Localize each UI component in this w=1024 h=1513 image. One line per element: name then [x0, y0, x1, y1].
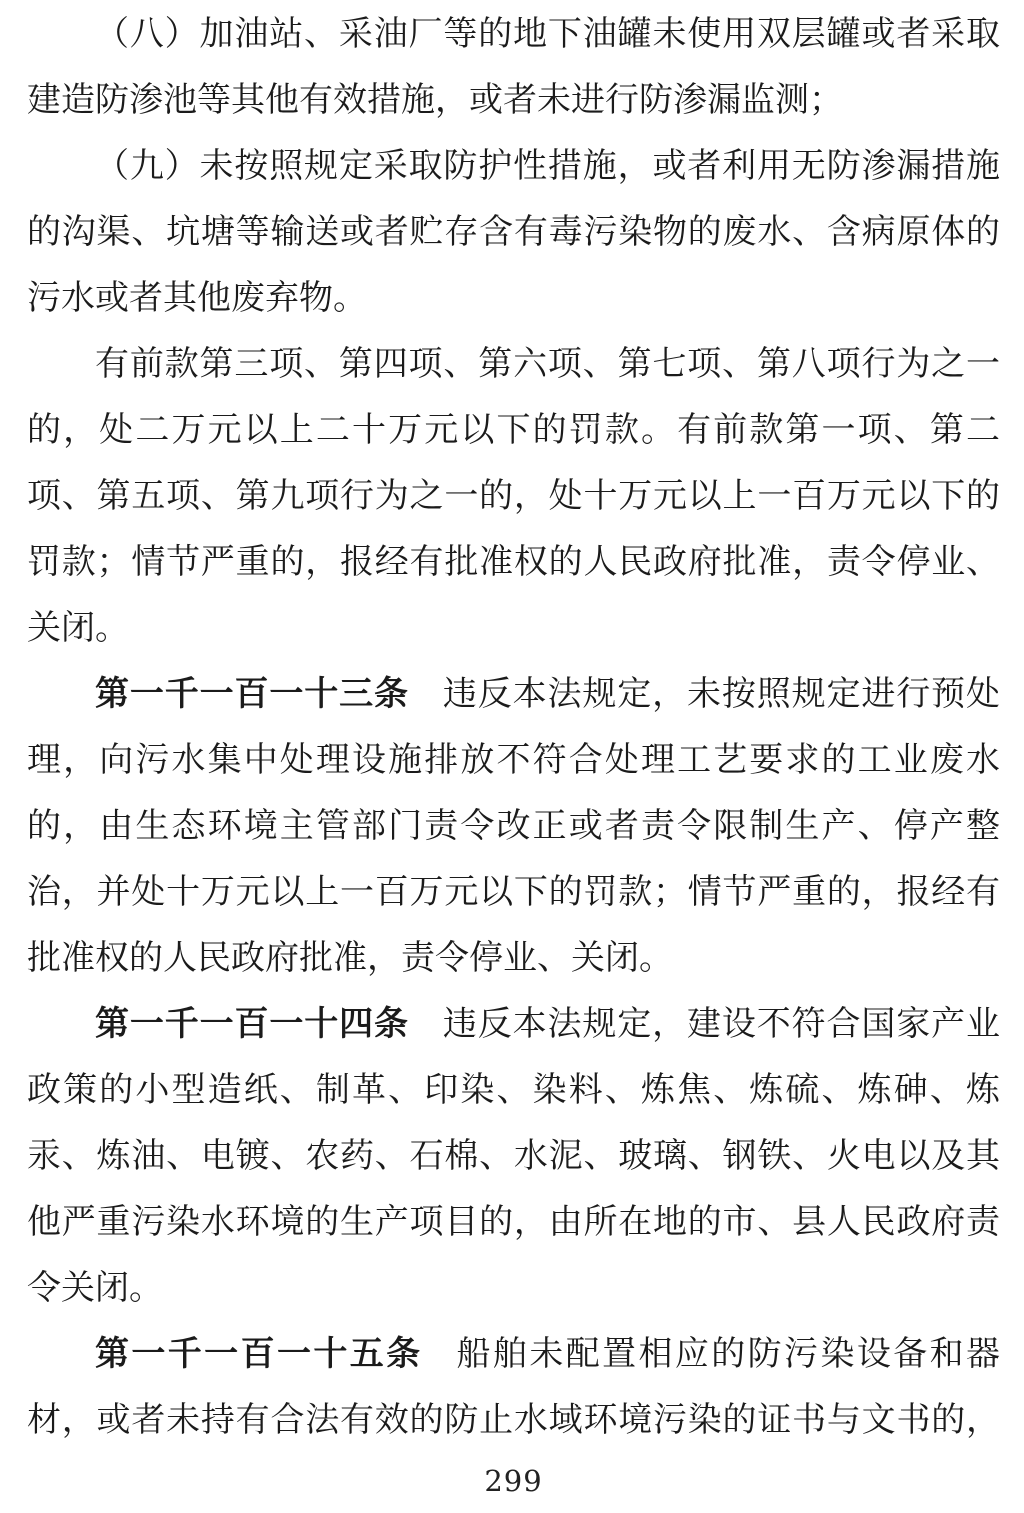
text-line: 的，处二万元以上二十万元以下的罚款。有前款第一项、第二 — [27, 410, 1000, 450]
text-line: 批准权的人民政府批准，责令停业、关闭。 — [27, 938, 673, 978]
text-line: 令关闭。 — [27, 1268, 163, 1308]
text-line: 关闭。 — [27, 608, 129, 648]
line-text: 违反本法规定，建设不符合国家产业 — [442, 1004, 1000, 1044]
text-line: 建造防渗池等其他有效措施，或者未进行防渗漏监测； — [27, 80, 843, 120]
article-number: 第一千一百一十四条 — [95, 1004, 409, 1044]
text-line: 有前款第三项、第四项、第六项、第七项、第八项行为之一 — [95, 344, 1000, 384]
document-page — [27, 0, 1000, 1509]
text-line: 汞、炼油、电镀、农药、石棉、水泥、玻璃、钢铁、火电以及其 — [27, 1136, 1000, 1176]
text-line: 污水或者其他废弃物。 — [27, 278, 367, 318]
page-number: 299 — [484, 1464, 543, 1498]
text-line: 材，或者未持有合法有效的防止水域环境污染的证书与文书的， — [27, 1400, 1000, 1440]
text-line — [27, 661, 1000, 727]
line-text: 船舶未配置相应的防污染设备和器 — [456, 1334, 1000, 1374]
text-line — [27, 1321, 1000, 1387]
text-line: 治，并处十万元以上一百万元以下的罚款；情节严重的，报经有 — [27, 872, 1000, 912]
text-line: 政策的小型造纸、制革、印染、染料、炼焦、炼硫、炼砷、炼 — [27, 1070, 1000, 1110]
text-line: 他严重污染水环境的生产项目的，由所在地的市、县人民政府责 — [27, 1202, 1000, 1242]
text-line: 理，向污水集中处理设施排放不符合处理工艺要求的工业废水 — [27, 740, 1000, 780]
line-text: 违反本法规定，未按照规定进行预处 — [442, 674, 1000, 714]
article-number: 第一千一百一十五条 — [95, 1334, 423, 1374]
text-line: 的，由生态环境主管部门责令改正或者责令限制生产、停产整 — [27, 806, 1000, 846]
text-line — [27, 991, 1000, 1057]
article-number: 第一千一百一十三条 — [95, 674, 409, 714]
text-line: 罚款；情节严重的，报经有批准权的人民政府批准，责令停业、 — [27, 542, 1000, 582]
text-line: 的沟渠、坑塘等输送或者贮存含有毒污染物的废水、含病原体的 — [27, 212, 1000, 252]
text-line: （九）未按照规定采取防护性措施，或者利用无防渗漏措施 — [95, 146, 1000, 186]
text-line: 项、第五项、第九项行为之一的，处十万元以上一百万元以下的 — [27, 476, 1000, 516]
text-line: （八）加油站、采油厂等的地下油罐未使用双层罐或者采取 — [95, 14, 1000, 54]
